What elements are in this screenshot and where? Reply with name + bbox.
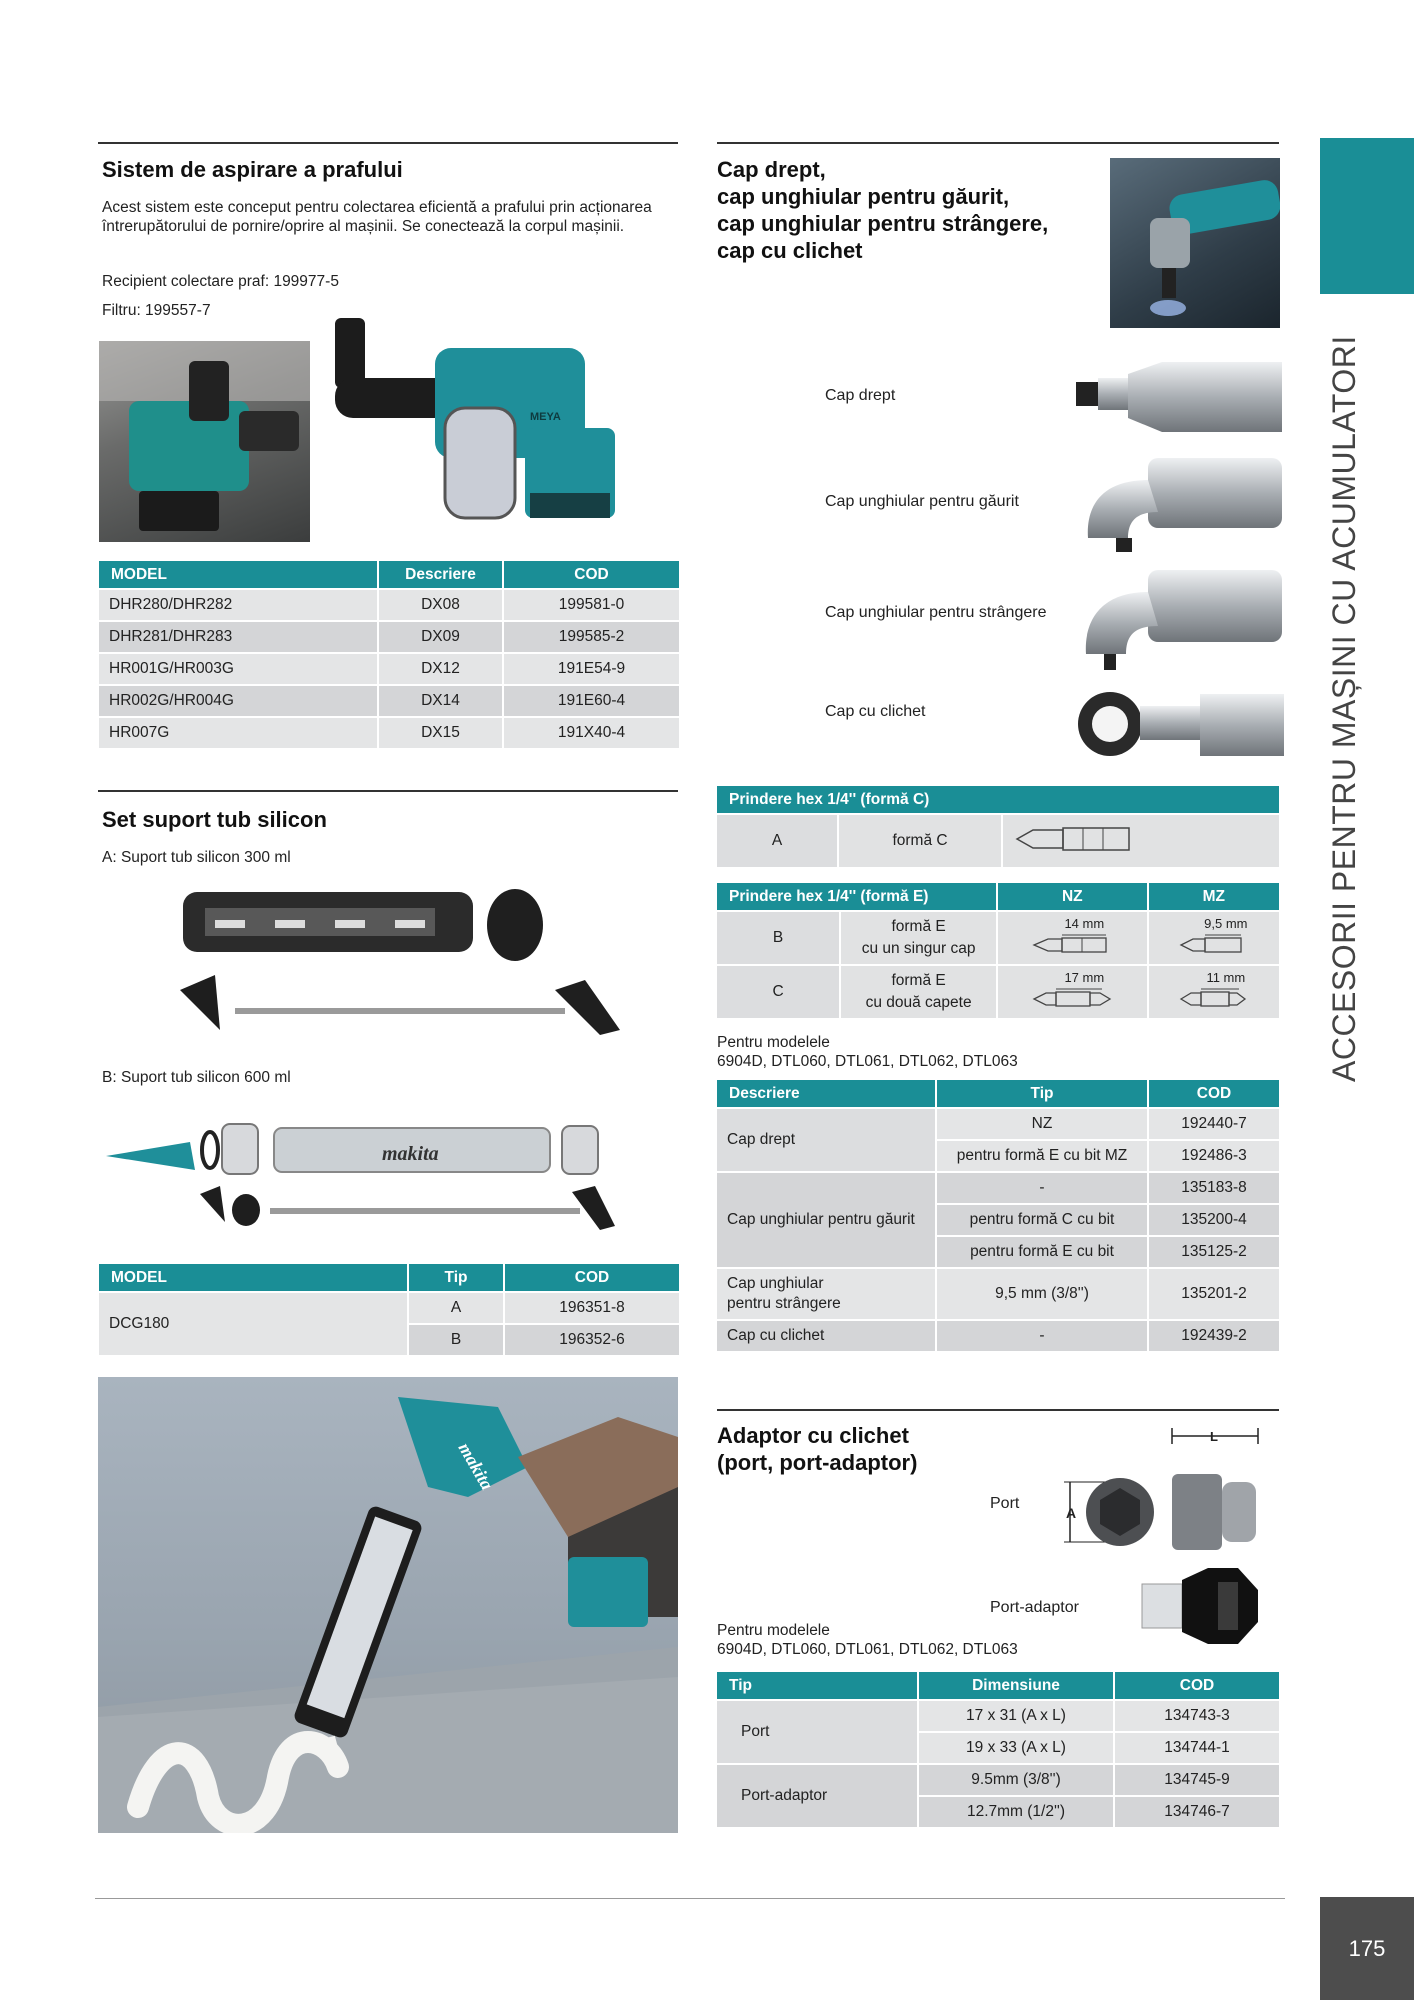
silicon-a-label: A: Suport tub silicon 300 ml — [102, 849, 291, 866]
silicon-600ml-image — [100, 1114, 630, 1239]
cell-cod: 135125-2 — [1149, 1237, 1279, 1267]
cell-model: HR002G/HR004G — [99, 686, 377, 716]
cell-cod: 192486-3 — [1149, 1141, 1279, 1171]
dim-a-label: A — [1066, 1505, 1077, 1521]
col-tip: Tip — [409, 1264, 503, 1291]
section-rule — [98, 790, 678, 792]
hex-c-header: Prindere hex 1/4'' (formă C) — [717, 786, 1279, 813]
adaptor-title — [717, 1422, 917, 1476]
bit-e-mz-double-icon — [1179, 985, 1249, 1009]
heads-title-line: cap unghiular pentru strângere, — [717, 211, 1049, 236]
cell-tip: Port-adaptor — [717, 1765, 917, 1827]
cell-tip: pentru formă E cu bit MZ — [937, 1141, 1147, 1171]
bit-e-mz-icon — [1179, 931, 1249, 955]
col-descriere: Descriere — [717, 1080, 935, 1107]
models-note-line: Pentru modelele — [717, 1034, 830, 1051]
page-number: 175 — [1320, 1897, 1414, 2000]
hex-e-table — [715, 881, 1281, 1020]
silicon-gun-usage-photo — [98, 1377, 678, 1833]
cell-cod: 135200-4 — [1149, 1205, 1279, 1235]
bit-e-double-icon — [1032, 985, 1112, 1009]
cell-tip: - — [937, 1321, 1147, 1351]
col-cod: COD — [1149, 1080, 1279, 1107]
cell-tip: Port — [717, 1701, 917, 1763]
cell-cod: 134746-7 — [1115, 1797, 1279, 1827]
cell-cod: 191E54-9 — [504, 654, 679, 684]
mz-length: 9,5 mm — [1204, 915, 1248, 931]
cell-form — [841, 966, 996, 1018]
cell-nz-bit — [998, 912, 1147, 964]
bit-e-single-icon — [1032, 931, 1112, 955]
cell-cod: 134743-3 — [1115, 1701, 1279, 1731]
cell-dim: 9.5mm (3/8'') — [919, 1765, 1113, 1795]
cell-cod: 196351-8 — [505, 1293, 679, 1323]
hex-e-header: Prindere hex 1/4'' (formă E) — [717, 883, 996, 910]
col-tip: Tip — [717, 1672, 917, 1699]
port-label: Port — [990, 1495, 1020, 1512]
gun-brand-text: makita — [454, 1439, 498, 1494]
table-row — [717, 1701, 1279, 1731]
cell-cod: 199581-0 — [504, 590, 679, 620]
port-drawing — [1060, 1422, 1282, 1554]
cell-tip: 9,5 mm (3/8'') — [937, 1269, 1147, 1319]
cell-desc: DX09 — [379, 622, 502, 652]
heads-table — [715, 1078, 1281, 1353]
head-label-angle-drill: Cap unghiular pentru găurit — [825, 493, 1019, 510]
table-row — [717, 1269, 1279, 1319]
form-line: cu două capete — [865, 994, 972, 1011]
sidebar-section-title: ACCESORII PENTRU MAȘINI CU ACUMULATORI — [1326, 335, 1362, 1082]
cell-desc: Cap cu clichet — [717, 1321, 935, 1351]
dust-system-description: Acest sistem este conceput pentru colectarea eficientă a prafului prin acționarea întrerupătorului de pornire/oprire al mașinii. Se conectează la corpul mașinii. — [102, 199, 652, 235]
table-row — [99, 654, 679, 684]
table-row — [99, 590, 679, 620]
dust-extractor-product-image — [325, 308, 625, 546]
port-adaptor-image — [1138, 1560, 1262, 1652]
cell-key: B — [717, 912, 839, 964]
silicon-set-title: Set suport tub silicon — [102, 807, 327, 832]
heads-title-line: cap cu clichet — [717, 238, 863, 263]
cell-model: DCG180 — [99, 1293, 407, 1355]
cell-cod: 134745-9 — [1115, 1765, 1279, 1795]
form-line: formă E — [891, 918, 946, 935]
form-line: cu un singur cap — [861, 940, 976, 957]
cell-model: HR001G/HR003G — [99, 654, 377, 684]
section-rule — [98, 142, 678, 144]
col-tip: Tip — [937, 1080, 1147, 1107]
cell-desc — [717, 1269, 935, 1319]
heads-title-line: cap unghiular pentru găurit, — [717, 184, 1010, 209]
mz-length: 11 mm — [1206, 969, 1246, 985]
tube-brand-text: makita — [382, 1143, 439, 1165]
adaptor-title-line: Adaptor cu clichet — [717, 1423, 909, 1448]
cell-desc: DX12 — [379, 654, 502, 684]
models-note-1 — [717, 1033, 1018, 1071]
heads-title — [717, 156, 1048, 264]
dust-recipient-code: Recipient colectare praf: 199977-5 — [102, 273, 339, 290]
cell-desc: DX15 — [379, 718, 502, 748]
table-row — [717, 1109, 1279, 1139]
hex-c-table — [715, 784, 1281, 869]
silicon-300ml-image — [175, 880, 625, 1050]
adaptor-table — [715, 1670, 1281, 1829]
col-dimensiune: Dimensiune — [919, 1672, 1113, 1699]
cell-key: A — [717, 815, 837, 867]
cell-form — [841, 912, 996, 964]
head-label-straight: Cap drept — [825, 387, 896, 404]
cell-mz-bit — [1149, 912, 1279, 964]
desc-line: Cap unghiular — [727, 1275, 824, 1292]
cell-mz-bit — [1149, 966, 1279, 1018]
table-row — [99, 718, 679, 748]
cell-dim: 19 x 33 (A x L) — [919, 1733, 1113, 1763]
col-nz: NZ — [998, 883, 1147, 910]
port-adaptor-label: Port-adaptor — [990, 1599, 1079, 1616]
table-row — [99, 686, 679, 716]
dim-l-label: L — [1210, 1429, 1218, 1444]
table-row — [99, 622, 679, 652]
cell-tip: A — [409, 1293, 503, 1323]
dust-system-title: Sistem de aspirare a prafului — [102, 157, 403, 182]
cell-key: C — [717, 966, 839, 1018]
table-row — [717, 815, 1279, 867]
head-label-angle-tighten: Cap unghiular pentru strângere — [825, 604, 1047, 621]
col-model: MODEL — [99, 561, 377, 588]
nz-length: 17 mm — [1064, 969, 1105, 985]
ratchet-head-image — [1074, 680, 1286, 768]
section-rule — [717, 1409, 1279, 1411]
col-mz: MZ — [1149, 883, 1279, 910]
col-model: MODEL — [99, 1264, 407, 1291]
cell-bit-drawing — [1003, 815, 1279, 867]
col-descriere: Descriere — [379, 561, 502, 588]
cell-model: DHR280/DHR282 — [99, 590, 377, 620]
desc-line: pentru strângere — [727, 1295, 841, 1312]
models-note-line: 6904D, DTL060, DTL061, DTL062, DTL063 — [717, 1641, 1018, 1658]
heads-usage-photo — [1110, 158, 1280, 328]
heads-title-line: Cap drept, — [717, 157, 826, 182]
cell-desc: Cap drept — [717, 1109, 935, 1171]
cell-cod: 134744-1 — [1115, 1733, 1279, 1763]
col-cod: COD — [1115, 1672, 1279, 1699]
nz-length: 14 mm — [1064, 915, 1105, 931]
head-label-ratchet: Cap cu clichet — [825, 703, 926, 720]
table-row — [717, 966, 1279, 1018]
cell-cod: 196352-6 — [505, 1325, 679, 1355]
cell-nz-bit — [998, 966, 1147, 1018]
bit-c-icon — [1013, 824, 1133, 854]
silicon-set-table — [97, 1262, 681, 1357]
cell-cod: 192439-2 — [1149, 1321, 1279, 1351]
straight-head-image — [1072, 352, 1284, 442]
models-note-line: 6904D, DTL060, DTL061, DTL062, DTL063 — [717, 1053, 1018, 1070]
cell-cod: 135183-8 — [1149, 1173, 1279, 1203]
cell-cod: 135201-2 — [1149, 1269, 1279, 1319]
dust-system-usage-photo — [99, 341, 310, 542]
dust-filter-code: Filtru: 199557-7 — [102, 302, 211, 319]
table-row — [99, 1293, 679, 1323]
dust-extractor-brand: MEYA — [530, 411, 561, 423]
table-row — [717, 1321, 1279, 1351]
dust-system-table — [97, 559, 681, 750]
cell-model: HR007G — [99, 718, 377, 748]
models-note-line: Pentru modelele — [717, 1622, 830, 1639]
table-row — [717, 912, 1279, 964]
cell-tip: pentru formă E cu bit — [937, 1237, 1147, 1267]
cell-tip: NZ — [937, 1109, 1147, 1139]
silicon-b-label: B: Suport tub silicon 600 ml — [102, 1069, 291, 1086]
angle-tighten-head-image — [1078, 562, 1284, 672]
cell-cod: 192440-7 — [1149, 1109, 1279, 1139]
col-cod: COD — [504, 561, 679, 588]
cell-cod: 191E60-4 — [504, 686, 679, 716]
form-line: formă E — [891, 972, 946, 989]
section-color-tab — [1320, 138, 1414, 294]
cell-cod: 199585-2 — [504, 622, 679, 652]
angle-drill-head-image — [1078, 450, 1284, 554]
cell-tip: - — [937, 1173, 1147, 1203]
cell-tip: pentru formă C cu bit — [937, 1205, 1147, 1235]
cell-desc: DX08 — [379, 590, 502, 620]
section-rule — [717, 142, 1279, 144]
cell-dim: 17 x 31 (A x L) — [919, 1701, 1113, 1731]
cell-tip: B — [409, 1325, 503, 1355]
table-row — [717, 1765, 1279, 1795]
col-cod: COD — [505, 1264, 679, 1291]
cell-model: DHR281/DHR283 — [99, 622, 377, 652]
cell-desc: DX14 — [379, 686, 502, 716]
table-row — [717, 1173, 1279, 1203]
cell-form: formă C — [839, 815, 1001, 867]
footer-rule — [95, 1898, 1285, 1899]
models-note-2 — [717, 1621, 1018, 1659]
cell-desc: Cap unghiular pentru găurit — [717, 1173, 935, 1267]
cell-dim: 12.7mm (1/2'') — [919, 1797, 1113, 1827]
adaptor-title-line: (port, port-adaptor) — [717, 1450, 918, 1475]
cell-cod: 191X40-4 — [504, 718, 679, 748]
